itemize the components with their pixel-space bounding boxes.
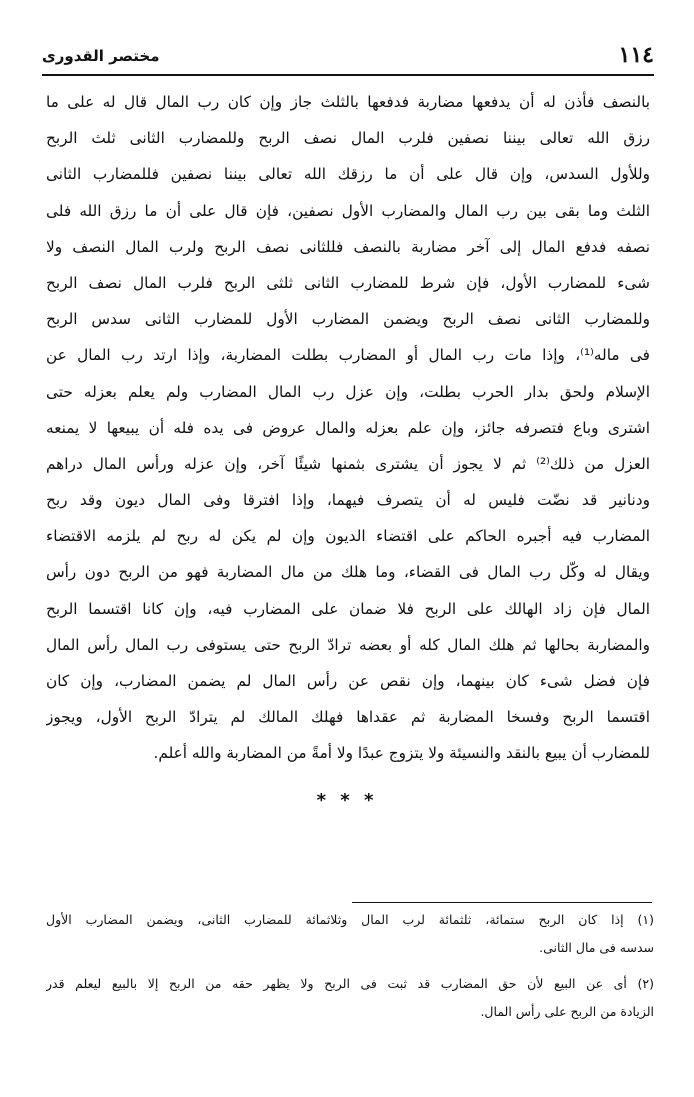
text-line: وللمضارب الثانى نصف الربح ويضمن المضارب الأول للمضارب الثانى سدس الربح [46, 310, 650, 329]
text-line: بالنصف فأذن له أن يدفعها مضاربة فدفعها بالثلث جاز وإن كان رب المال قال له على ما [46, 93, 650, 111]
page-number: ١١٤ [618, 42, 654, 68]
main-text [46, 84, 650, 772]
footnote-line: سدسه فى مال الثانى. [539, 940, 654, 955]
text-line: الإسلام ولحق بدار الحرب بطلت، وإن عزل رب المال المضارب ولم يعلم بعزله حتى [46, 382, 650, 401]
section-separator: * * * [316, 790, 378, 811]
header-rule [42, 74, 654, 76]
footnote-1 [46, 906, 654, 962]
footnote-line: (١) إذا كان الربح ستمائة، ثلثمائة لرب المال وثلاثمائة للمضارب الثانى، ويضمن المضارب الأول [46, 912, 654, 927]
text-line: رزق الله تعالى بيننا نصفين فلرب المال نصف الربح وللمضارب الثانى ثلث الربح [46, 129, 650, 148]
footnote-rule [352, 902, 652, 903]
footnote-line: الزيادة من الربح على رأس المال. [480, 1004, 654, 1019]
text-line: اقتسما الربح وفسخا المضاربة ثم عقداها فهلك المالك لم يترادّ الربح الأول، ويجوز [46, 708, 650, 727]
text-line: فى ماله⁽¹⁾، وإذا مات رب المال أو المضارب بطلت المضاربة، وإذا ارتد رب المال عن [46, 346, 650, 365]
page-header [42, 42, 654, 72]
text-line: وللأول السدس، وإن قال على أن ما رزقك الله تعالى بيننا نصفين فللمضارب الثانى [46, 165, 650, 184]
footnote-line: (٢) أى عن البيع لأن حق المضارب قد ثبت فى الربح ولا يظهر حقه من الربح إلا بالبيع ليعلم قدر [46, 976, 654, 991]
text-line: ودنانير قد نضّت فليس له أن يتصرف فيهما، وإذا افترقا وفى المال ديون وقد ربح [46, 491, 650, 510]
text-line: العزل من ذلك⁽²⁾ ثم لا يجوز أن يشترى بثمنها شيئًا آخر، وإن عزله ورأس المال دراهم [46, 454, 650, 473]
text-line: نصفه فدفع المال إلى آخر مضاربة بالنصف فللثانى نصف الربح ولرب المال النصف ولا [46, 237, 650, 256]
text-line: المضارب فيه أجبره الحاكم على اقتضاء الديون وإن لم يكن له ربح لم يلزمه الاقتضاء [46, 527, 650, 546]
text-line: للمضارب أن يبيع بالنقد والنسيئة ولا يتزوج عبدًا ولا أمةً من المضاربة والله أعلم. [153, 744, 650, 763]
text-line: اشترى وباع فتصرفه جائز، وإن علم بعزله والمال عروض فى يده فله أن يبيعها لا يمنعه [46, 418, 650, 437]
text-line: ويقال له وكّل رب المال فى القضاء، وما هلك من مال المضاربة فهو من الربح دون رأس [46, 563, 650, 582]
footnote-2 [46, 970, 654, 1026]
running-title: مختصر القدورى [42, 47, 160, 65]
text-line: الثلث وما بقى بين رب المال والمضارب الأول نصفين، فإن قال على أن ما رزق الله فلى [46, 201, 650, 220]
text-line: والمضاربة بحالها ثم هلك المال كله أو بعضه ترادّ الربح حتى يستوفى رب المال رأس المال [46, 635, 650, 654]
text-line: المال فإن زاد الهالك على الربح فلا ضمان على المضارب فيه، وإن كانا اقتسما الربح [46, 599, 650, 618]
text-line: فإن فضل شىء كان بينهما، وإن نقص عن رأس المال لم يضمن المضارب، وإن كان [46, 672, 650, 690]
footnotes [46, 906, 654, 1026]
text-line: شىء للمضارب الأول، فإن شرط للمضارب الثانى ثلثى الربح فلرب المال نصف الربح [46, 273, 650, 292]
